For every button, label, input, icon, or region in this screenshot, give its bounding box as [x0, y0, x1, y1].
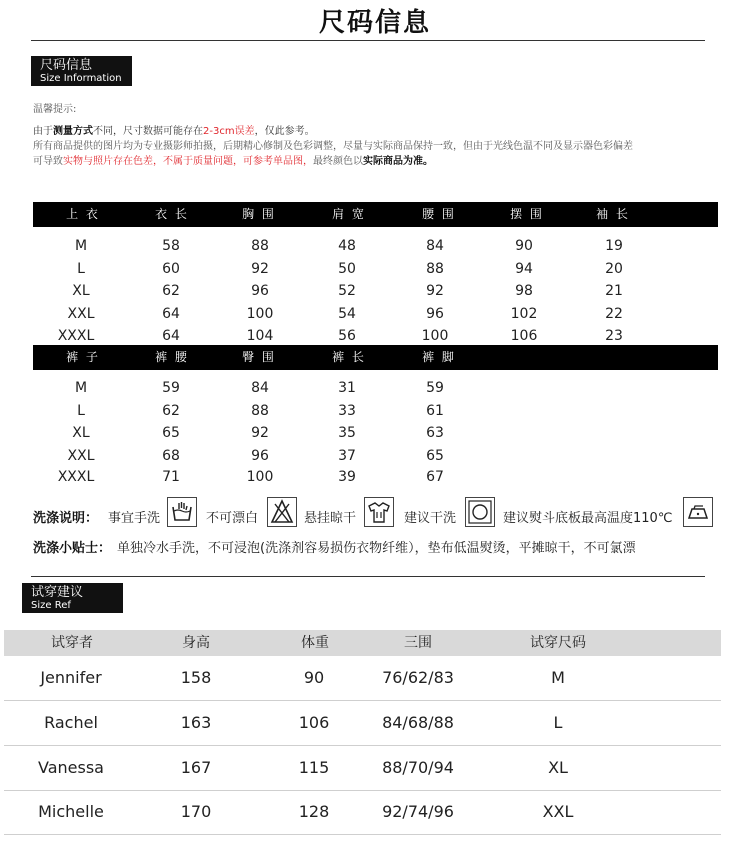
size-ref-badge [22, 583, 123, 613]
top-cell: 50 [338, 261, 356, 277]
table-row [4, 790, 721, 835]
notes-line-1 [33, 124, 315, 139]
pants-cell: 65 [162, 425, 180, 441]
pants-cell: 92 [251, 425, 269, 441]
tryon-header-2: 体重 [301, 635, 329, 651]
top-cell: 92 [426, 283, 444, 299]
top-cell: XXL [67, 306, 95, 322]
top-cell: 22 [605, 306, 623, 322]
size-ref-badge-cn: 试穿建议 [31, 585, 84, 600]
top-header-4: 腰 围 [422, 207, 456, 221]
top-cell: 19 [605, 238, 623, 254]
top-header-6: 袖 长 [596, 207, 630, 221]
care-item-hand-wash: 事宜手洗 [108, 511, 161, 526]
top-cell: 48 [338, 238, 356, 254]
pants-cell: 59 [426, 380, 444, 396]
pants-cell: 96 [251, 448, 269, 464]
care-item-iron: 建议熨斗底板最高温度110℃ [503, 511, 673, 526]
top-cell: 92 [251, 261, 269, 277]
pants-cell: 59 [162, 380, 180, 396]
top-cell: 56 [338, 328, 356, 344]
care-item-no-bleach: 不可漂白 [206, 511, 259, 526]
tryon-cell: 92/74/96 [382, 802, 454, 821]
top-cell: 96 [426, 306, 444, 322]
notes-line-2: 所有商品提供的图片均为专业摄影师拍摄，后期精心修制及色彩调整，尽量与实际商品保持一致，但由于光线色温不同及显示器色彩偏差 [33, 141, 633, 152]
tryon-table-header [4, 630, 721, 656]
size-info-badge-en: Size Information [40, 73, 122, 84]
tryon-cell: 167 [180, 758, 212, 777]
top-cell: 21 [605, 283, 623, 299]
pants-header-0: 裤 子 [66, 350, 100, 364]
pants-header-3: 裤 长 [332, 350, 366, 364]
notes-line1-a: 由于 [33, 126, 53, 137]
size-info-badge-cn: 尺码信息 [40, 58, 93, 73]
tryon-cell: XL [548, 758, 568, 777]
top-cell: 100 [421, 328, 449, 344]
top-header-1: 衣 长 [155, 207, 189, 221]
size-ref-divider [31, 576, 705, 577]
care-tips [33, 537, 636, 556]
size-info-badge [31, 56, 132, 86]
title-divider [31, 40, 705, 41]
pants-cell: 31 [338, 380, 356, 396]
top-header-3: 肩 宽 [332, 207, 366, 221]
top-cell: 94 [515, 261, 533, 277]
top-cell: 98 [515, 283, 533, 299]
notes-line-3 [33, 154, 433, 169]
tryon-cell: 88/70/94 [382, 758, 454, 777]
pants-cell: 71 [162, 469, 180, 485]
pants-cell: XXL [67, 448, 95, 464]
top-header-5: 摆 围 [510, 207, 544, 221]
pants-cell: 63 [426, 425, 444, 441]
top-cell: 106 [510, 328, 538, 344]
care-item-dry-clean: 建议干洗 [404, 511, 457, 526]
pants-header-4: 裤 脚 [422, 350, 456, 364]
notes-line3-c: 最终颜色以 [313, 156, 363, 167]
tryon-header-1: 身高 [182, 635, 210, 651]
tryon-cell: Vanessa [38, 758, 104, 777]
notes-line3-d: 实际商品为准。 [363, 156, 433, 167]
hand-wash-icon [167, 497, 197, 527]
pants-cell: 84 [251, 380, 269, 396]
tryon-cell: 170 [180, 802, 212, 821]
pants-cell: 61 [426, 403, 444, 419]
top-cell: 60 [162, 261, 180, 277]
tryon-header-3: 三围 [404, 635, 432, 651]
top-cell: 62 [162, 283, 180, 299]
top-cell: 52 [338, 283, 356, 299]
pants-cell: XL [72, 425, 90, 441]
top-cell: 64 [162, 306, 180, 322]
pants-cell: 68 [162, 448, 180, 464]
dry-clean-icon [465, 497, 495, 527]
top-cell: 88 [251, 238, 269, 254]
tryon-cell: 76/62/83 [382, 668, 454, 687]
tryon-header-4: 试穿尺码 [530, 635, 586, 651]
care-tips-label: 洗涤小贴士： [33, 541, 112, 556]
tryon-cell: Rachel [44, 713, 98, 732]
pants-table-header [33, 345, 718, 370]
tryon-cell: 128 [298, 802, 330, 821]
table-row [4, 701, 721, 746]
top-cell: 84 [426, 238, 444, 254]
top-cell: 58 [162, 238, 180, 254]
top-cell: 20 [605, 261, 623, 277]
no-bleach-icon [267, 497, 297, 527]
care-item-hang-dry: 悬挂晾干 [304, 511, 357, 526]
pants-header-1: 裤 腰 [155, 350, 189, 364]
tryon-cell: 106 [298, 713, 330, 732]
notes-line1-c: 不同，尺寸数据可能存在 [93, 126, 203, 137]
top-cell: 88 [426, 261, 444, 277]
hang-dry-icon [364, 497, 394, 527]
pants-cell: 88 [251, 403, 269, 419]
pants-cell: XXXL [57, 469, 95, 485]
top-cell: 64 [162, 328, 180, 344]
table-row [4, 656, 721, 701]
tryon-cell: XXL [542, 802, 574, 821]
top-cell: XXXL [57, 328, 95, 344]
pants-cell: 62 [162, 403, 180, 419]
tryon-cell: 84/68/88 [382, 713, 454, 732]
top-cell: 100 [246, 306, 274, 322]
notes-line1-e: ，仅此参考。 [254, 126, 315, 137]
top-cell: L [77, 261, 85, 277]
tryon-cell: M [551, 668, 565, 687]
tryon-cell: 115 [298, 758, 330, 777]
top-cell: 23 [605, 328, 623, 344]
top-header-0: 上 衣 [66, 207, 100, 221]
top-cell: 104 [246, 328, 274, 344]
iron-icon [683, 497, 713, 527]
notes-line1-b: 测量方式 [53, 126, 93, 137]
page-title: 尺码信息 [318, 8, 431, 38]
pants-cell: 33 [338, 403, 356, 419]
tryon-header-0: 试穿者 [51, 635, 93, 651]
top-cell: 90 [515, 238, 533, 254]
top-cell: 96 [251, 283, 269, 299]
size-ref-badge-en: Size Ref [31, 600, 71, 611]
pants-header-2: 臀 围 [242, 350, 276, 364]
tryon-cell: L [553, 713, 563, 732]
care-tips-text: 单独冷水手洗，不可浸泡(洗涤剂容易损伤衣物纤维），垫布低温熨烫，平摊晾干，不可氯漂 [117, 541, 636, 556]
tryon-cell: 158 [180, 668, 212, 687]
tryon-cell: Michelle [38, 802, 104, 821]
pants-cell: 35 [338, 425, 356, 441]
pants-cell: 65 [426, 448, 444, 464]
pants-cell: 67 [426, 469, 444, 485]
tryon-cell: Jennifer [40, 668, 102, 687]
tryon-cell: 90 [303, 668, 325, 687]
notes-line3-b: 实物与照片存在色差，不属于质量问题，可参考单品图， [63, 156, 313, 167]
notes-line3-a: 可导致 [33, 156, 63, 167]
pants-cell: 37 [338, 448, 356, 464]
pants-cell: M [74, 380, 88, 396]
tryon-cell: 163 [180, 713, 212, 732]
care-label: 洗涤说明： [33, 511, 99, 526]
notes-line1-d: 2-3cm误差 [203, 126, 255, 137]
top-cell: 54 [338, 306, 356, 322]
notes-greeting: 温馨提示: [33, 104, 77, 115]
pants-cell: 100 [246, 469, 274, 485]
pants-cell: 39 [338, 469, 356, 485]
top-cell: 102 [510, 306, 538, 322]
table-row [4, 746, 721, 791]
top-cell: XL [72, 283, 90, 299]
top-header-2: 胸 围 [242, 207, 276, 221]
top-cell: M [74, 238, 88, 254]
top-table-header [33, 202, 718, 227]
pants-cell: L [77, 403, 85, 419]
